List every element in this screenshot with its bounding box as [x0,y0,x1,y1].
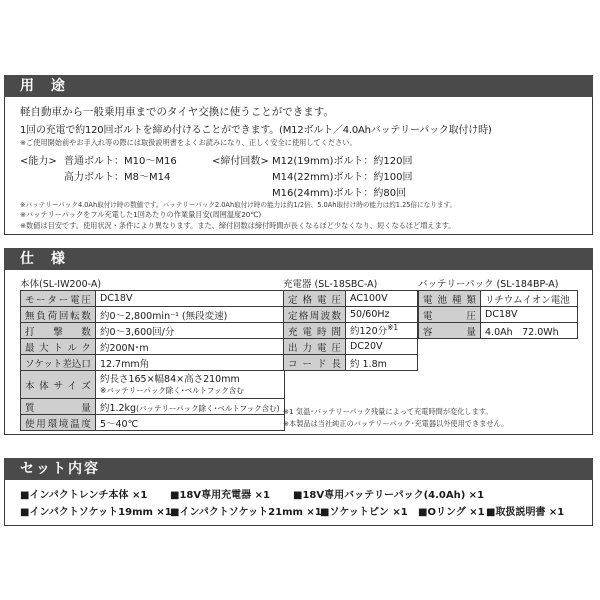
spec-label: 最大トルク [21,339,96,355]
usage-note2: ※バッテリーパックをフル充電した1回あたりの作業量目安(周囲温度20℃) [20,210,262,219]
spec-value: AC100V [346,291,418,307]
capability-label: <能力> [20,156,57,167]
table-row [284,355,418,371]
table-row [284,339,418,355]
spec-value: 5〜40℃ [95,415,284,431]
spec-note2: ※本製品は当社純正のバッテリーパック･充電器以外使用できません。 [283,419,509,428]
tighten-m14: M14(22mm)ボルト：約100回 [272,172,413,183]
table-row [21,355,285,371]
normal-bolt: 普通ボルト：M10〜M16 [64,156,177,167]
spec-value: 12.7mm角 [95,355,284,371]
spec-label: 質 量 [21,399,96,415]
contents-heading: セット内容 [4,458,593,480]
spec-value: 約長さ165×幅84×高さ210mm [99,373,240,385]
charger-spec-title: 充電器 (SL-18SBC-A) [283,279,378,290]
table-row [419,291,578,307]
spec-label: 定格電圧 [284,291,346,307]
spec-label: モーター電圧 [21,291,96,307]
spec-label: 充電時間 [284,323,346,339]
body-spec-table [20,290,285,431]
contents-item: ■取扱説明書 ×1 [486,507,565,518]
spec-label: 打 撃 数 [21,323,96,339]
table-row [284,291,418,307]
spec-value: 約0〜2,800min⁻¹ (無段変速) [95,307,284,323]
spec-label: ソケット差込口 [21,355,96,371]
spec-label: 出力電圧 [284,339,346,355]
spec-note1: ※1 気温･バッテリーパック残量によって充電時間が変化します。 [283,407,493,416]
spec-value-cell [346,323,418,339]
table-row [21,415,285,431]
table-row [21,339,285,355]
spec-value: 約0〜3,600回/分 [95,323,284,339]
spec-value: 50/60Hz [346,307,418,323]
tighten-m16: M16(24mm)ボルト：約80回 [272,188,407,199]
spec-value: DC20V [346,339,418,355]
tighten-label: <締付回数> [212,156,269,167]
table-row [21,399,285,415]
spec-value: DC18V [95,291,284,307]
usage-line1: 軽自動車から一般乗用車までのタイヤ交換に使うことができます。 [20,106,334,118]
usage-caution: ※ご使用開始前やお手入れ等の際には取扱説明書をよくお読みになり、正しく安全に使用してください。 [20,138,357,147]
spec-label: 本体サイズ [21,371,96,399]
usage-heading: 用 途 [4,75,593,97]
high-bolt: 高力ボルト：M8〜M14 [64,172,171,183]
spec-label: 使用環境温度 [21,415,96,431]
table-row [419,323,578,339]
spec-sub: (バッテリーパック除く･ベルトフック含む) [136,403,280,413]
contents-item: ■18V専用充電器 ×1 [170,490,270,501]
battery-spec-title: バッテリーパック (SL-184BP-A) [418,279,559,290]
charger-spec-table [283,290,418,371]
spec-value: DC18V [481,307,578,323]
usage-note1: ※バッテリーパック4.0Ah取付け時の数値です。バッテリーパック2.0Ah取付け時の能力は約1/2倍、5.0Ah取付け時の能力は約1.25倍になります。 [20,201,457,209]
spec-label: 定格周波数 [284,307,346,323]
spec-label: 無負荷回転数 [21,307,96,323]
spec-value-cell [95,399,284,415]
table-row [284,323,418,339]
spec-sub: ※バッテリーパック除く･ベルトフック含む [99,385,244,395]
spec-value: 約200N･m [95,339,284,355]
table-row [284,307,418,323]
usage-note3: ※数値は目安です。使用状況・条件により異なります。また、締付回数は締付時間が長くなるほど少なくなり、短くなるほど増えます。 [20,221,456,230]
table-row [21,323,285,339]
table-row [21,307,285,323]
body-spec-title: 本体(SL-IW200-A) [20,279,102,290]
spec-label: コード長 [284,355,346,371]
spec-label: 電池種類 [419,291,481,307]
contents-item: ■ソケットピン ×1 [320,507,408,518]
spec-sup: ※1 [387,323,399,333]
table-row [21,291,285,307]
spec-value-cell [95,371,284,399]
tighten-m12: M12(19mm)ボルト：約120回 [272,156,413,167]
spec-value: 4.0Ah 72.0Wh [481,323,578,339]
contents-item: ■18V専用バッテリーパック(4.0Ah) ×1 [293,490,485,501]
contents-item: ■インパクトレンチ本体 ×1 [20,490,148,501]
spec-value: 約 1.8m [346,355,418,371]
contents-item: ■インパクトソケット21mm ×1 [170,507,322,518]
spec-value: 約120分 [350,326,388,338]
contents-item: ■Oリング ×1 [418,507,485,518]
spec-value: 約1.2kg [99,402,137,414]
table-row [419,307,578,323]
spec-heading: 仕 様 [4,248,593,270]
spec-value: リチウムイオン電池 [481,291,578,307]
usage-line2: 1回の充電で約120回ボルトを締め付けることができます。(M12ボルト／4.0Ahバッテリーパック取付け時) [20,125,492,136]
table-row [21,371,285,399]
battery-spec-table [418,290,578,339]
spec-label: 容 量 [419,323,481,339]
contents-item: ■インパクトソケット19mm ×1 [20,507,172,518]
spec-label: 電 圧 [419,307,481,323]
